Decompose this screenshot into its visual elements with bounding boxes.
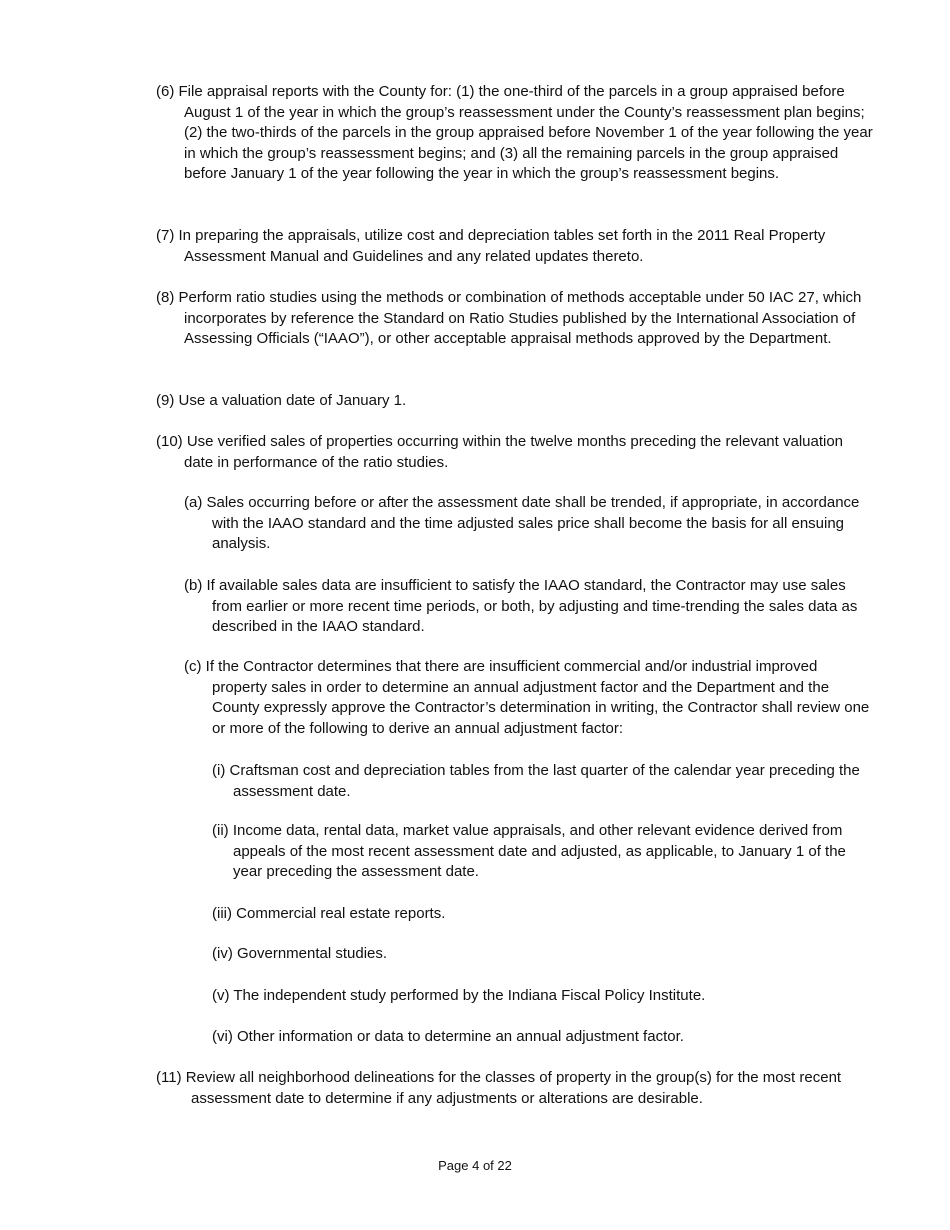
clause-vi: (vi) Other information or data to determine an annual adjustment factor. xyxy=(212,1028,684,1045)
clause-iii: (iii) Commercial real estate reports. xyxy=(212,905,446,922)
subparagraph-b: (b) If available sales data are insufficient to satisfy the IAAO standard, the Contractor may use sales from earlier or more recent time periods, or both, by adjusting and time-trending the sales data as described in the IAAO standard. xyxy=(184,577,858,636)
paragraph-item-8: (8) Perform ratio studies using the methods or combination of methods acceptable under 50 IAC 27, which incorporates by reference the Standard on Ratio Studies published by the International Association of Assessing Officials (“IAAO”), or other acceptable appraisal methods approved by the Department. xyxy=(156,289,862,348)
paragraph-item-10: (10) Use verified sales of properties occurring within the twelve months preceding the relevant valuation date in performance of the ratio studies. xyxy=(156,433,844,471)
clause-iv: (iv) Governmental studies. xyxy=(212,945,388,962)
paragraph-item-7: (7) In preparing the appraisals, utilize cost and depreciation tables set forth in the 2011 Real Property Assessment Manual and Guidelines and any related updates thereto. xyxy=(156,227,826,265)
clause-ii: (ii) Income data, rental data, market value appraisals, and other relevant evidence derived from appeals of the most recent assessment date and adjusted, as applicable, to January 1 of the year preceding the assessment date. xyxy=(212,822,846,881)
paragraph-item-6: (6) File appraisal reports with the County for: (1) the one-third of the parcels in a group appraised before August 1 of the year in which the group’s reassessment under the County’s reassessment plan begins; (2) the two-thirds of the parcels in the group appraised before November 1 of the year following the year in which the group’s reassessment begins; and (3) all the remaining parcels in the group appraised before January 1 of the year following the year in which the group’s reassessment begins. xyxy=(156,83,873,183)
clause-i: (i) Craftsman cost and depreciation tables from the last quarter of the calendar year preceding the assessment date. xyxy=(212,762,860,800)
page-number: Page 4 of 22 xyxy=(438,1158,512,1173)
paragraph-item-11: (11) Review all neighborhood delineations for the classes of property in the group(s) for the most recent assessment date to determine if any adjustments or alterations are desirable. xyxy=(156,1069,842,1107)
clause-v: (v) The independent study performed by the Indiana Fiscal Policy Institute. xyxy=(212,987,706,1004)
subparagraph-a: (a) Sales occurring before or after the assessment date shall be trended, if appropriate, in accordance with the IAAO standard and the time adjusted sales price shall become the basis for all ensuing analysis. xyxy=(184,494,860,553)
subparagraph-c: (c) If the Contractor determines that there are insufficient commercial and/or industrial improved property sales in order to determine an annual adjustment factor and the Department and the County expressly approve the Contractor’s determination in writing, the Contractor shall review one or more of the following to derive an annual adjustment factor: xyxy=(184,658,870,737)
paragraph-item-9: (9) Use a valuation date of January 1. xyxy=(156,392,407,409)
